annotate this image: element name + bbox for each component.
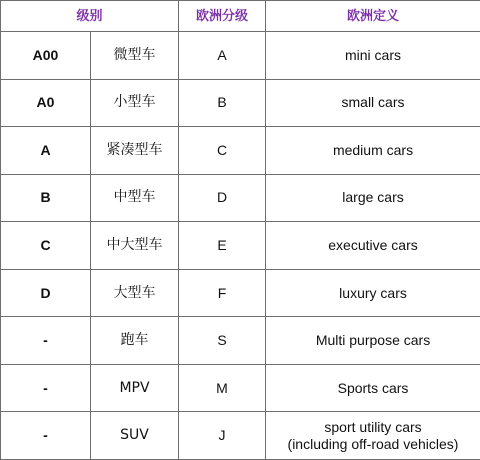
cell-cn-name: 小型车 bbox=[91, 79, 179, 127]
cell-cn-name: 微型车 bbox=[91, 32, 179, 80]
cell-euro-class: E bbox=[179, 222, 266, 270]
cell-cn-name: 大型车 bbox=[91, 269, 179, 317]
cell-euro-def bbox=[266, 364, 480, 412]
table-row bbox=[1, 412, 480, 460]
cell-cn-name: 中大型车 bbox=[91, 222, 179, 270]
cell-cn-name: SUV bbox=[91, 412, 179, 460]
euro-def-line: executive cars bbox=[328, 236, 418, 253]
euro-def-line: sport utility cars bbox=[324, 418, 422, 435]
cell-cn-name: 中型车 bbox=[91, 174, 179, 222]
cell-euro-class: B bbox=[179, 79, 266, 127]
cell-euro-def bbox=[266, 412, 480, 460]
euro-def-line: Multi purpose cars bbox=[315, 332, 431, 349]
cell-euro-class: S bbox=[179, 317, 266, 365]
cell-level: A bbox=[1, 127, 91, 175]
euro-def-line: mini cars bbox=[345, 46, 402, 63]
cell-level: A00 bbox=[1, 32, 91, 80]
table-row bbox=[1, 174, 480, 222]
cell-euro-def bbox=[266, 174, 480, 222]
header-euro-class: 欧洲分级 bbox=[179, 1, 266, 32]
cell-euro-class: F bbox=[179, 269, 266, 317]
euro-def-line: large cars bbox=[342, 189, 404, 206]
table-row bbox=[1, 79, 480, 127]
cell-euro-class: J bbox=[179, 412, 266, 460]
table-row bbox=[1, 127, 480, 175]
table-row bbox=[1, 317, 480, 365]
cell-euro-def bbox=[266, 32, 480, 80]
cell-level: - bbox=[1, 412, 91, 460]
table-row bbox=[1, 222, 480, 270]
cell-level: C bbox=[1, 222, 91, 270]
cell-level: - bbox=[1, 317, 91, 365]
cell-level: D bbox=[1, 269, 91, 317]
cell-cn-name: 紧凑型车 bbox=[91, 127, 179, 175]
cell-euro-def bbox=[266, 127, 480, 175]
cell-cn-name: 跑车 bbox=[91, 317, 179, 365]
table-body bbox=[1, 32, 480, 460]
cell-euro-class: M bbox=[179, 364, 266, 412]
cell-euro-def bbox=[266, 222, 480, 270]
cell-level: B bbox=[1, 174, 91, 222]
euro-def-line: luxury cars bbox=[339, 284, 407, 301]
header-row bbox=[1, 1, 480, 32]
header-euro-def: 欧洲定义 bbox=[266, 1, 480, 32]
euro-def-line: medium cars bbox=[332, 141, 414, 158]
cell-euro-def bbox=[266, 79, 480, 127]
cell-euro-def bbox=[266, 317, 480, 365]
table-row bbox=[1, 269, 480, 317]
cell-euro-class: C bbox=[179, 127, 266, 175]
euro-def-line: small cars bbox=[341, 94, 405, 111]
cell-euro-class: A bbox=[179, 32, 266, 80]
cell-euro-class: D bbox=[179, 174, 266, 222]
cell-euro-def bbox=[266, 269, 480, 317]
table-row bbox=[1, 32, 480, 80]
table-row bbox=[1, 364, 480, 412]
euro-def-line: Sports cars bbox=[337, 379, 409, 396]
table-header bbox=[1, 1, 480, 32]
euro-def-line: (including off-road vehicles) bbox=[287, 435, 459, 452]
header-level: 级别 bbox=[1, 1, 179, 32]
cell-level: - bbox=[1, 364, 91, 412]
cell-level: A0 bbox=[1, 79, 91, 127]
cell-cn-name: MPV bbox=[91, 364, 179, 412]
